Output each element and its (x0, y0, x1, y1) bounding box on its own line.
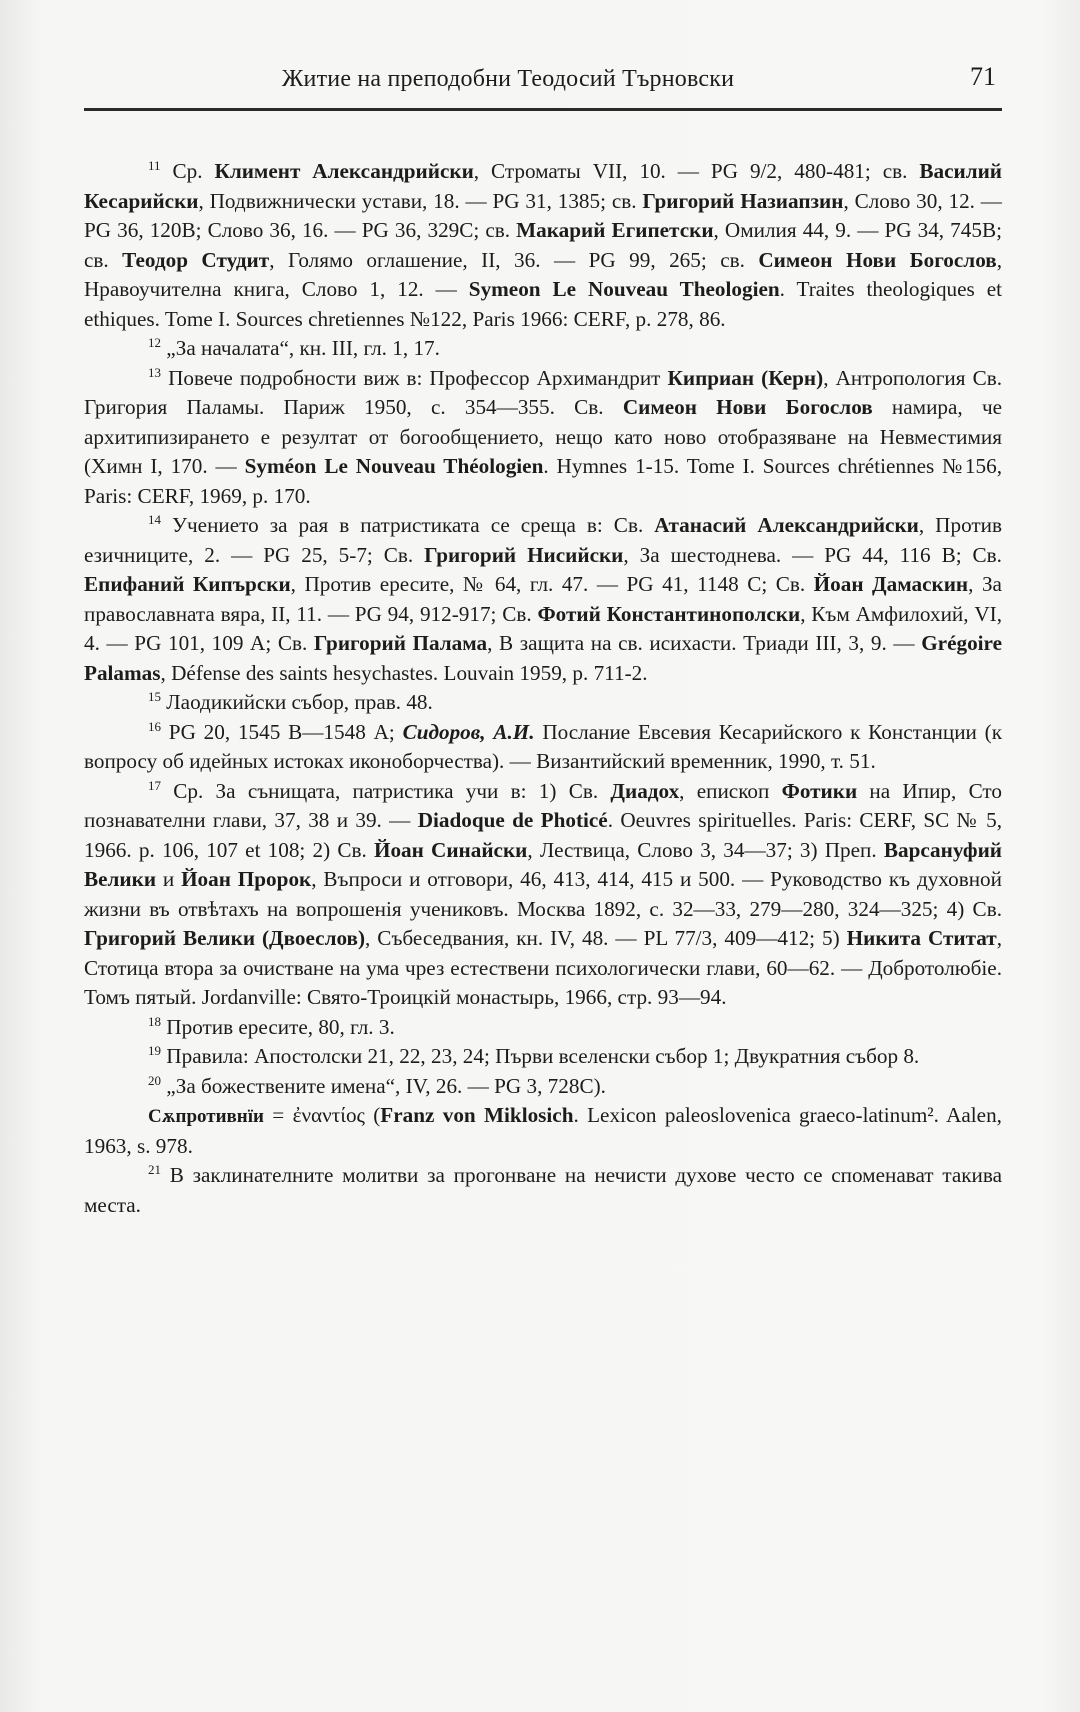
page-number: 71 (970, 62, 996, 91)
footnote-text-run: Григорий Велики (Двоеслов) (84, 926, 366, 950)
footnote-text-run: , Голямо оглашение, II, 36. — PG 99, 265; св. (269, 247, 759, 272)
footnote-number: 18 (148, 1013, 161, 1029)
footnote-text-run: , епископ (679, 778, 782, 803)
running-header (84, 62, 1002, 111)
footnote-number: 11 (148, 158, 161, 173)
footnote-text-run: Сидоров, А.И. (402, 719, 535, 744)
footnote-text-run: Повече подробности виж в: Профессор Архимандрит (168, 365, 668, 390)
footnote-text-run: Фотики (781, 778, 858, 803)
footnote-text-run: Никита Ститат (846, 926, 997, 950)
footnote-text-run: Лаодикийски събор, прав. 48. (166, 690, 433, 714)
footnote-text-run: Franz von Miklosich (380, 1103, 574, 1127)
footnote-text-run: , Лествица, Слово 3, 34—37; 3) Преп. (527, 837, 884, 862)
footnote-text-run: , Антропология Св. Григория Паламы. Париж 1950, с. 354—355. Св. (84, 365, 1002, 419)
footnote-text-run: Василий Кесарийски (84, 159, 1002, 213)
footnote-text-run: Diadoque de Photicé (417, 808, 608, 832)
footnote-text-run: , Събеседвания, кн. IV, 48. — PL 77/3, 409—412; 5) (365, 926, 847, 950)
footnote-text-run: Атанасий Александрийски (654, 513, 919, 537)
footnote-text-run: намира, че архитипизирането е резултат от богообщението, нещо като ново отобразяване на Невместимия (Химн I, 170. — (84, 395, 1003, 478)
footnote-number: 21 (148, 1162, 161, 1177)
footnote (84, 718, 1002, 777)
footnote-text-run: Григорий Нисийски (424, 542, 624, 567)
footnote-text-run: . Hymnes 1-15. Tome I. Sources chrétiennes №156, Paris: CERF, 1969, p. 170. (84, 454, 1002, 508)
footnote (84, 688, 1002, 718)
footnote-text-run: Григорий Палама (313, 631, 488, 655)
footnote-text-run: , Подвижнически устави, 18. — PG 31, 1385; св. (198, 188, 643, 213)
footnote (84, 1161, 1002, 1220)
footnote-text-run: Киприан (Керн) (667, 365, 824, 390)
footnote-text-run: , Нравоучителна книга, Слово 1, 12. — (84, 247, 1002, 301)
footnote-text-run: , Défense des saints hesychastes. Louvain 1959, p. 711-2. (160, 660, 648, 685)
footnote-number: 17 (148, 777, 161, 793)
footnote-text-run: Учението за рая в патристиката се среща в: Св. (172, 513, 655, 537)
footnote (84, 1042, 1002, 1072)
footnote-number: 12 (148, 335, 161, 350)
footnote-number: 20 (148, 1072, 161, 1088)
footnote-text-run: = ἐναντίος ( (263, 1103, 381, 1127)
footnote-text-run: Варсануфий Велики (84, 837, 1002, 891)
footnote (84, 1072, 1002, 1102)
footnote-number: 16 (148, 718, 161, 734)
footnote-text-run: , Строматы VII, 10. — PG 9/2, 480-481; св. (473, 159, 920, 183)
footnote-text-run: , За православната вяра, II, 11. — PG 94, 912-917; Св. (84, 572, 1002, 626)
footnote-text-run: , В защита на св. исихасти. Триади III, 3, 9. — (487, 631, 922, 655)
footnote-text-run: на Ипир, Сто познавателни глави, 37, 38 и 39. — (84, 778, 1002, 832)
footnote-text-run: Симеон Нови Богослов (758, 247, 997, 272)
footnote (84, 1013, 1002, 1043)
footnote-text-run: и (156, 867, 182, 891)
footnotes-section (84, 157, 1002, 1220)
header-title: Житие на преподобни Теодосий Търновски (281, 66, 735, 92)
footnote-text-run: В заклинателните молитви за прогонване на нечисти духове често се споменават такива места. (84, 1163, 1003, 1217)
footnote (84, 511, 1002, 688)
footnote-text-run: Ср. (172, 159, 215, 183)
footnote-text-run: Фотий Константинополски (537, 601, 801, 626)
footnote-text-run: PG 20, 1545 В—1548 А; (168, 719, 403, 744)
footnote-text-run: „За началата“, кн. III, гл. 1, 17. (166, 336, 440, 360)
footnote-text-run: Климент Александрийски (214, 159, 474, 183)
footnote-number: 14 (148, 512, 161, 527)
footnote-text-run: Против ересите, 80, гл. 3. (166, 1014, 395, 1039)
footnote-text-run: , Слово 30, 12. — PG 36, 120В; Слово 36, 16. — PG 36, 329С; св. (84, 188, 1002, 242)
footnote-text-run: Макарий Египетски (516, 218, 714, 242)
footnote-text-run: „За божествените имена“, IV, 26. — PG 3, 728С). (166, 1073, 606, 1098)
footnote-text-run: Ср. За сънищата, патристика учи в: 1) Св. (173, 778, 611, 803)
footnote-text-run: Симеон Нови Богослов (622, 395, 873, 419)
footnote-number: 19 (148, 1043, 161, 1058)
footnote-text-run: Grégoire Palamas (84, 631, 1002, 685)
footnote-text-run: , Омилия 44, 9. — PG 34, 745В; св. (84, 218, 1002, 272)
footnote-text-run: Григорий Назиапзин (642, 188, 844, 213)
footnote-text-run: Теодор Студит (122, 247, 270, 272)
footnote-number: 15 (148, 689, 161, 704)
footnote-text-run: Йоан Синайски (373, 837, 528, 862)
footnote (84, 334, 1002, 364)
footnote-text-run: Епифаний Кипърски (84, 572, 291, 596)
footnote-text-run: Послание Евсевия Кесарийского к Констанции (к вопросу об идейных истоках иконоборчества). — Византийский временник, 1990, т. 51. (84, 719, 1003, 773)
footnote (84, 157, 1002, 334)
footnote-text-run: , Въпроси и отговори, 46, 413, 414, 415 и 500. — Руководство къ духовной жизни въ отвѣтахъ на вопрошенія учениковъ. Москва 1892, с. 32—33, 279—280, 324—325; 4) Св. (84, 867, 1002, 921)
footnote-text-run: . Oeuvres spirituelles. Paris: CERF, SC № 5, 1966. p. 106, 107 et 108; 2) Св. (84, 808, 1003, 862)
footnote-text-run: Диадох (610, 778, 680, 803)
footnote-text-run: Йоан Пророк (181, 867, 312, 891)
footnote-text-run: , За шестоднева. — PG 44, 116 В; Св. (623, 542, 1002, 567)
footnote-text-run: Йоан Дамаскин (813, 572, 969, 596)
footnote-text-run: Сѫпротивнїи (148, 1106, 264, 1127)
footnote-text-run: . Traites theologiques et ethiques. Tome I. Sources chretiennes №122, Paris 1966: CERF, p. 278, 86. (84, 277, 1003, 331)
footnote-number: 13 (148, 364, 161, 380)
footnote-text-run: . Lexicon paleoslovenica graeco-latinum². Aalen, 1963, s. 978. (84, 1103, 1002, 1158)
footnote (84, 1101, 1002, 1161)
footnote-text-run: , Против ересите, № 64, гл. 47. — PG 41, 1148 С; Св. (290, 572, 814, 596)
footnote-text-run: , Към Амфилохий, VI, 4. — PG 101, 109 А; Св. (84, 601, 1002, 655)
footnote-text-run: Правила: Апостолски 21, 22, 23, 24; Първи вселенски събор 1; Двукратния събор 8. (166, 1044, 920, 1068)
footnote (84, 777, 1002, 1013)
footnote-text-run: , Стотица втора за очистване на ума чрез естествени психологически глави, 60—62. — Добротолюбіе. Томъ пятый. Jordanville: Свято-Троицкій монастырь, 1966, стр. 93—94. (84, 926, 1003, 1009)
footnote-text-run: Syméon Le Nouveau Théologien (244, 454, 544, 478)
footnote-text-run: , Против езичниците, 2. — PG 25, 5-7; Св. (84, 513, 1002, 567)
footnote-text-run: Symeon Le Nouveau Theologien (468, 277, 780, 301)
footnote (84, 364, 1002, 512)
